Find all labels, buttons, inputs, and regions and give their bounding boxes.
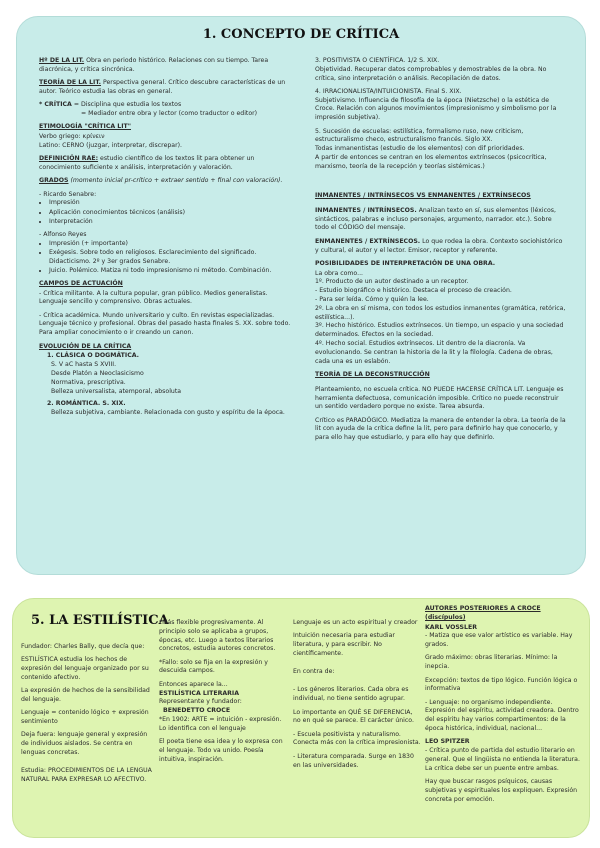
paragraph: Lo importante en QUÉ SE DIFERENCIA, no en qué se parece. El carácter único. <box>293 708 414 725</box>
senabre-list <box>49 199 297 226</box>
right-column <box>315 57 567 447</box>
evo-2-text: Belleza subjetiva, cambiante. Relacionada con gusto y espíritu de la época. <box>51 409 285 417</box>
evolucion-heading: EVOLUCIÓN DE LA CRÍTICA <box>39 342 132 350</box>
paragraph: - Los géneros literarios. Cada obra es individual, no tiene sentido agrupar. <box>293 686 409 703</box>
estilistica-column-4 <box>425 605 581 809</box>
hdl-paragraph: Hº DE LA LIT. Obra en periodo histórico. Relaciones con su tiempo. Tarea diacrónica, y crítica sincrónica. <box>39 57 269 73</box>
paragraph: - Crítica punto de partida del estudio literario en general. Que el lingüista no entienda la literatura. La crítica debe ser un puente entre ambas. <box>425 747 580 772</box>
list-item: • Exégesis. Sobre todo en religiosos. Esclarecimiento del significado. Didacticismo. 2º y 3er grados Senabre. <box>49 249 297 267</box>
paragraph: - Escuela positivista y naturalismo. Conecta más con la crítica impresionista. <box>293 730 421 747</box>
evo-2-heading: 2. ROMÁNTICA. S. XIX. <box>47 400 126 408</box>
paragraph: Lenguaje = contenido lógico + expresión sentimiento <box>21 709 149 726</box>
paragraph: Hay que buscar rasgos psíquicos, causas subjetivas y espirituales los expliquen. Expresión concreta por emoción. <box>425 778 578 803</box>
evo-1-line: Belleza universalista, atemporal, absoluta <box>51 387 182 395</box>
paragraph: Fundador: Charles Bally, que decía que: <box>21 643 145 650</box>
paragraph: Intuición necesaria para estudiar literatura, y para escribir. No científicamente. <box>293 632 395 657</box>
estilistica-column-1 <box>21 643 155 789</box>
paragraph: En contra de: <box>293 668 335 676</box>
estilistica-column-2 <box>159 619 289 769</box>
evo-3-paragraph: 3. POSITIVISTA O CIENTÍFICA. 1/2 S. XIX. Objetividad. Recuperar datos comprobables y demostrables de la obra. No crítica, sino interpretación o análisis. Recopilación de datos. <box>315 57 547 82</box>
evo-1-line: Normativa, prescriptiva. <box>51 378 126 386</box>
estilistica-literaria-heading: ESTILÍSTICA LITERARIA <box>159 689 240 697</box>
paragraph: El poeta tiene esa idea y lo expresa con el lenguaje. Todo va unido. Poesía intuitiva, inspiración. <box>159 738 283 763</box>
vossler-name: KARL VOSSLER <box>425 623 477 631</box>
paragraph: Lenguaje es un acto espiritual y creador <box>293 619 418 626</box>
paragraph: Excepción: textos de tipo lógico. Función lógica o informativa <box>425 676 578 693</box>
concept-card <box>16 16 586 575</box>
evo-1-heading: 1. CLÁSICA O DOGMÁTICA. <box>47 352 139 360</box>
estilistica-card <box>12 598 590 838</box>
senabre-heading: - Ricardo Senabre: <box>39 190 97 198</box>
estilistica-column-3 <box>293 619 421 775</box>
paragraph: Entonces aparece la... <box>159 680 228 688</box>
evo-1-line: Desde Platón a Neoclasicismo <box>51 369 144 377</box>
paragraph: *Fallo: solo se fija en la expresión y descuida campos. <box>159 658 268 675</box>
paragraph: *En 1902: ARTE = intuición - expresión. Lo identifica con el lenguaje <box>159 715 282 732</box>
list-item: • Impresión (+ importante) <box>49 240 297 249</box>
paragraph: *Más flexible progresivamente. Al principio solo se aplicaba a grupos, épocas, etc. Luego a textos literarios concretos, estudia autores concretos. <box>159 619 276 653</box>
posibilidades-heading: POSIBILIDADES DE INTERPRETACIÓN DE UNA OBRA. <box>315 259 496 267</box>
section-title: 1. CONCEPTO DE CRÍTICA <box>202 27 400 42</box>
paragraph: - Matiza que ese valor artístico es variable. Hay grados. <box>425 632 573 649</box>
critica-paragraph: * CRÍTICA = Disciplina que estudia los textos = Mediador entre obra y lector (como traductor o editor) <box>39 101 258 117</box>
campos-heading: CAMPOS DE ACTUACIÓN <box>39 279 123 287</box>
definition-paragraph: DEFINICIÓN RAE: estudio científico de los textos lit para obtener un conocimiento suficiente x análisis, interpretación y valoración. <box>39 155 255 171</box>
paragraph: Grado máximo: obras literarias. Mínimo: la inepcia. <box>425 654 558 671</box>
inmanentes-heading: INMANENTES / INTRÍNSECOS VS ENMANENTES / EXTRÍNSECOS <box>315 192 531 200</box>
paragraph: - Literatura comparada. Surge en 1830 en las universidades. <box>293 752 414 769</box>
evo-4-paragraph: 4. IRRACIONALISTA/INTUICIONISTA. Final S. XIX. Subjetivismo. Influencia de filosofía de la época (Nietzsche) o la estética de Croce. Relación con algunos movimientos (impresionismo y simbolismo por la impresión subjetiva). <box>315 87 557 122</box>
deconstruccion-heading: TEORÍA DE LA DECONSTRUCCIÓN <box>315 370 430 378</box>
spitzer-name: LEO SPITZER <box>425 738 470 746</box>
reyes-heading: - Alfonso Reyes <box>39 230 87 238</box>
enmanentes-paragraph: ENMANENTES / EXTRÍNSECOS. Lo que rodea la obra. Contexto sociohistórico y cultural, el autor y el lector. Emisor, receptor y referente. <box>315 237 563 254</box>
paragraph: Estudia: PROCEDIMIENTOS DE LA LENGUA NATURAL PARA EXPRESAR LO AFECTIVO. <box>21 767 152 784</box>
inmanentes-paragraph: INMANENTES / INTRÍNSECOS. Analizan texto en sí, sus elementos (léxicos, sintácticos, palabras e incluso personajes, argumento, narrador. etc.). Sobre todo el CÓDIGO del mensaje. <box>315 206 556 232</box>
croce-name: BENEDETTO CROCE <box>163 707 231 715</box>
paragraph: La expresión de hechos de la sensibilidad del lenguaje. <box>21 687 150 703</box>
deconstruccion-text-2: Crítico es PARADÓGICO. Mediatiza la manera de entender la obra. La teoría de la lit con ayuda de la crítica define la lit, pero para definirlo hay que conocerlo, y para ello hay que estudiarlo, y para ello hay que definirlo. <box>315 416 566 442</box>
reyes-list <box>49 240 297 276</box>
list-item: • Aplicación conocimientos técnicos (análisis) <box>49 209 297 218</box>
grados-paragraph: GRADOS (momento inicial pr-crítico + extraer sentido + final con valoración). <box>39 177 283 185</box>
paragraph: ESTILÍSTICA estudia los hechos de expresión del lenguaje organizado por su contenido afectivo. <box>21 656 149 681</box>
list-item: • Interpretación <box>49 218 297 227</box>
paragraph: Representante y fundador: <box>159 698 242 706</box>
tdl-paragraph: TEORÍA DE LA LIT. Perspectiva general. Crítico descubre características de un autor. Teórico estudia las obras en general. <box>39 79 286 95</box>
evo-1-line: S. V aC hasta S XVIII. <box>51 361 117 369</box>
list-item: • Impresión <box>49 199 297 208</box>
campos-text-2: - Crítica académica. Mundo universitario y culto. En revistas especializadas. Lenguaje técnico y profesional. Obras del pasado hasta finales S. XX. sobre todo. Para ampliar conocimiento o ir creando un canon. <box>39 311 291 337</box>
etimologia-heading: ETIMOLOGÍA "CRÍTICA LIT" <box>39 123 131 131</box>
evo-5-paragraph: 5. Sucesión de escuelas: estilística, formalismo ruso, new criticism, estructuralismo checo, estructuralismo francés. Siglo XX. Todas inmanentistas (estudio de los elementos) con dif prioridades. A partir de entonces se centran en los elementos extrínsecos (psicocrítica, marxismo, teoría de la recepción y teorías sistémicas.) <box>315 127 547 170</box>
deconstruccion-text: Planteamiento, no escuela crítica. NO PUEDE HACERSE CRÍTICA LIT. Lenguaje es herramienta defectuosa, comunicación imposible. Crítico no puede reconstruir un sentido verdadero porque no existe. Tarea absurda. <box>315 385 564 411</box>
campos-text-1: - Crítica militante. A la cultura popular, gran público. Medios generalistas. Lenguaje sencillo y comprensivo. Obras actuales. <box>39 289 268 306</box>
left-column <box>39 57 297 418</box>
list-item: • Juicio. Polémico. Matiza ni todo impresionismo ni método. Combinación. <box>49 267 297 276</box>
etimologia-text: Verbo griego: κρίνειν Latino: CERNO (juzgar, interpretar, discrepar). <box>39 133 183 149</box>
autores-heading: AUTORES POSTERIORES A CROCE (discípulos) <box>425 605 541 621</box>
paragraph: - Lenguaje: no organismo independiente. Expresión del espíritu, actividad creadora. Dentro del espíritu hay varios compartimentos: de la época histórica, individual, nacional... <box>425 698 579 733</box>
posibilidades-list: La obra como... 1º. Producto de un autor destinado a un receptor. - Estudio biográfico e histórico. Destaca el proceso de creación. - Para ser leída. Cómo y quién la lee. 2º. La obra en sí misma, con todos los estudios inmanentes (gramática, retórica, estilística...). 3º. Hecho histórico. Estudios extrínsecos. Un tiempo, un espacio y una sociedad determinados. Efectos en la sociedad. 4º. Hecho social. Estudios extrínsecos. Lit dentro de la diacronía. Va evolucionando. Se centran la historia de la lit y la filología. Cadena de obras, cada una es un eslabón. <box>315 269 566 365</box>
paragraph: Deja fuera: lenguaje general y expresión de individuos aislados. Se centra en lenguas concretas. <box>21 731 148 756</box>
section-title: 5. LA ESTILÍSTICA <box>31 613 169 628</box>
evolucion-block <box>39 352 297 418</box>
